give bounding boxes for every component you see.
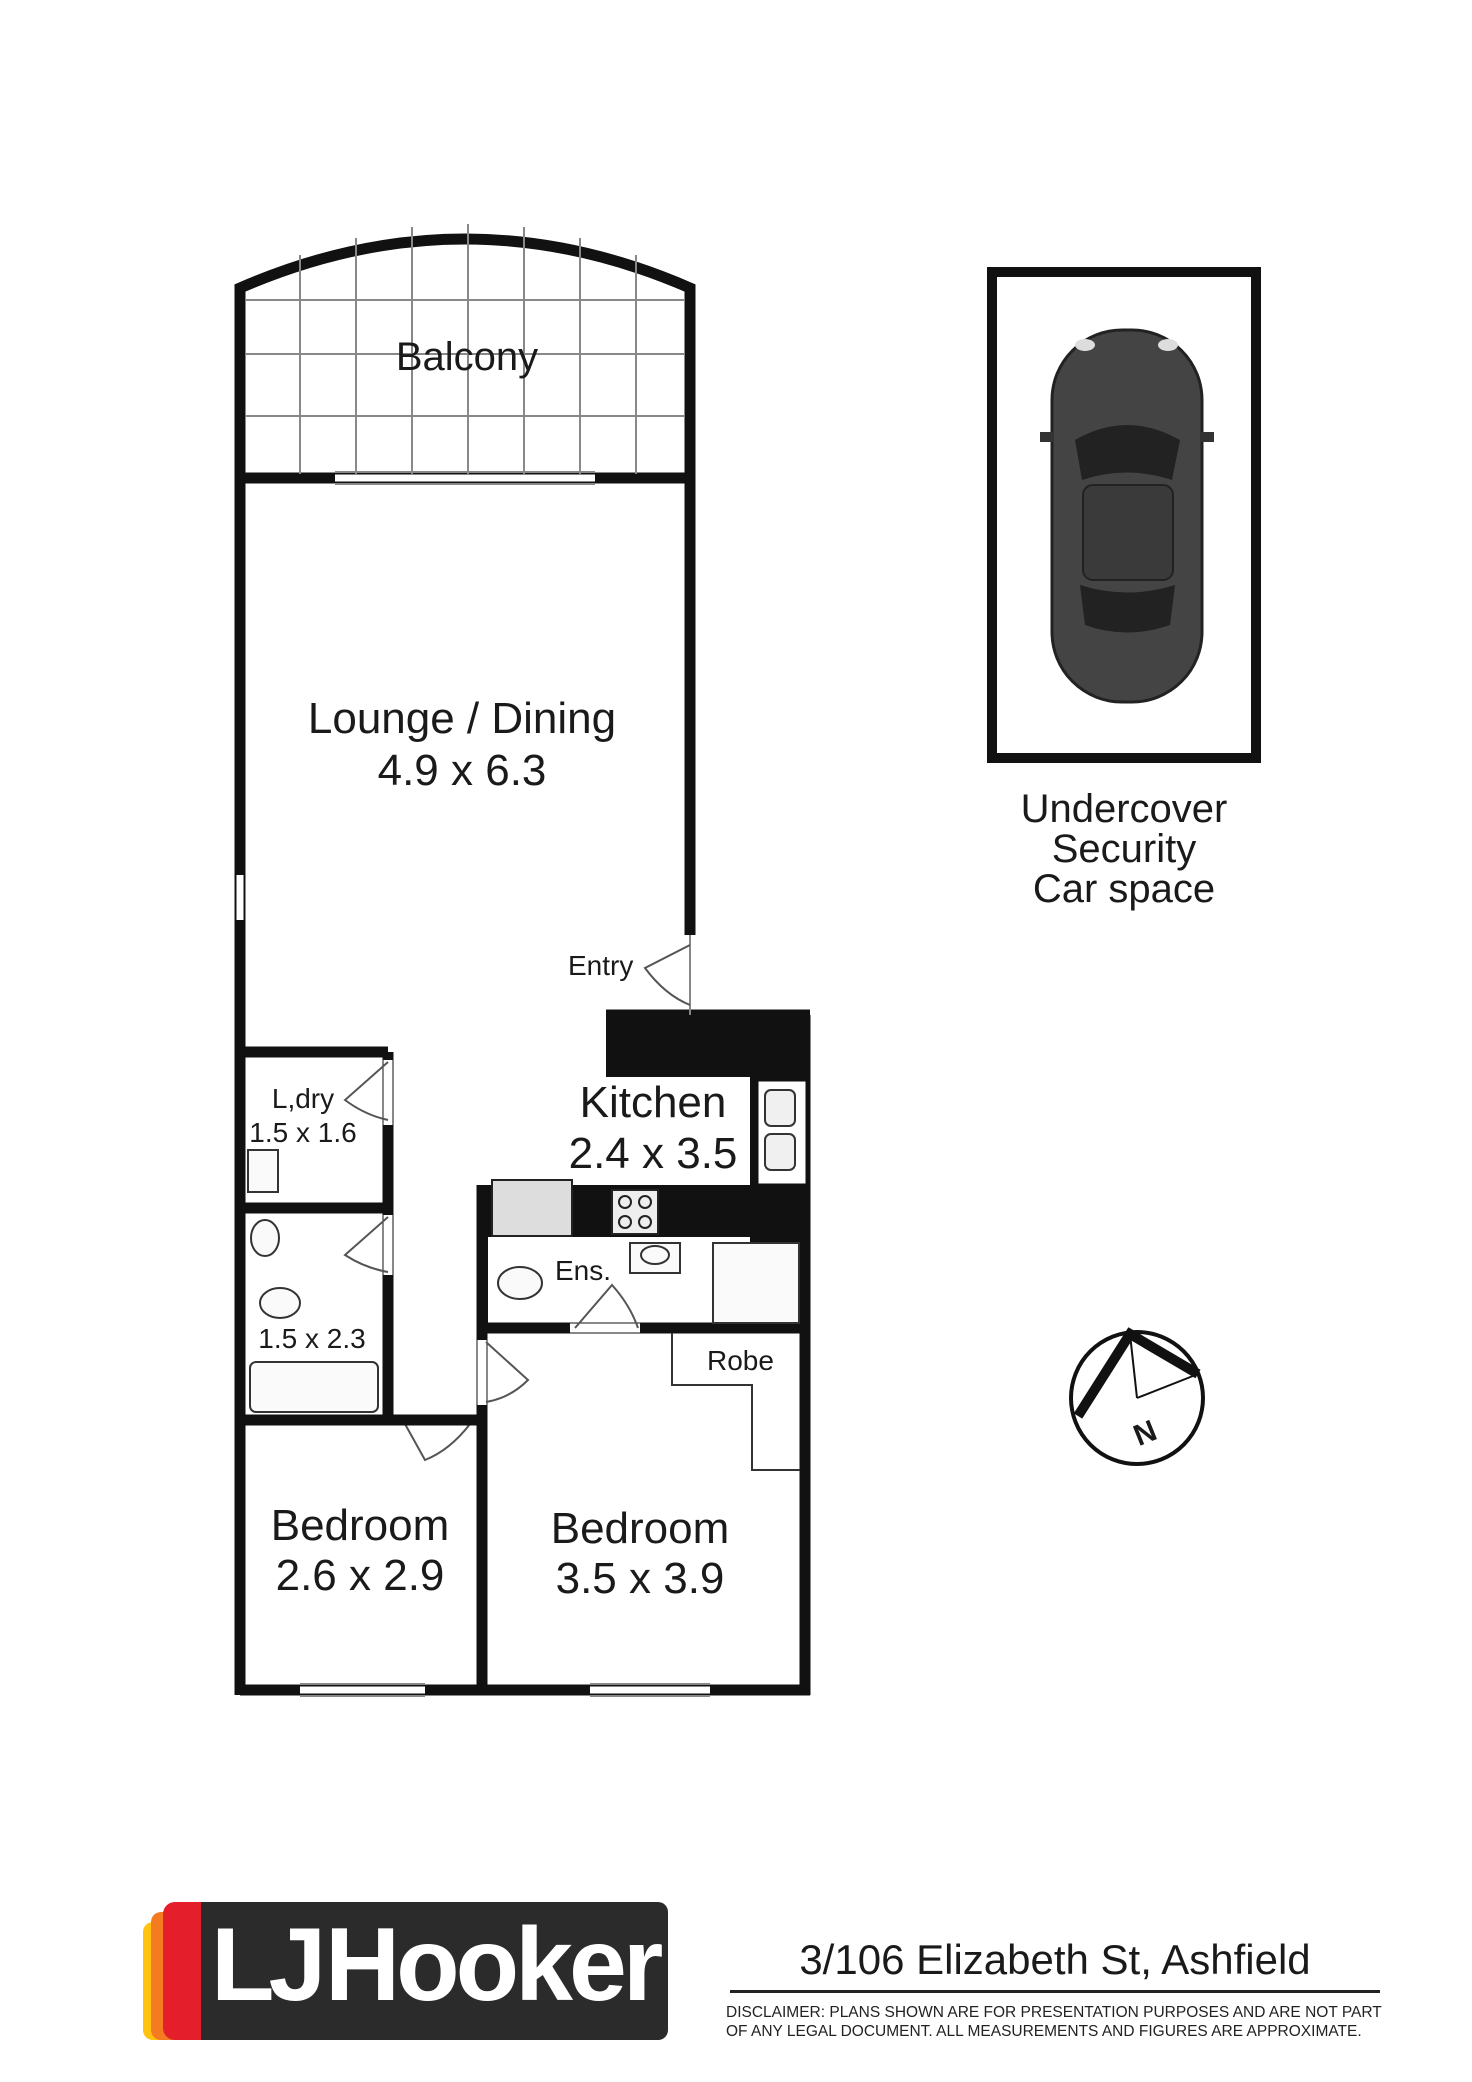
ensuite-opening	[482, 1328, 640, 1405]
laundry-name: L,dry	[271, 1083, 335, 1114]
car-space	[992, 272, 1256, 758]
compass-north-label: N	[1128, 1414, 1162, 1453]
lj-hooker-logo	[143, 1902, 668, 2040]
lounge-name: Lounge / Dining	[307, 694, 617, 743]
ensuite-doors	[486, 1285, 638, 1402]
entry-door	[645, 935, 690, 1015]
ensuite-label: Ens.	[555, 1255, 612, 1286]
bathroom-size: 1.5 x 2.3	[258, 1323, 366, 1354]
car-space-line2: Security	[1051, 827, 1197, 871]
car-space-line1: Undercover	[1020, 787, 1228, 831]
bedroom-small-size: 2.6 x 2.9	[275, 1551, 445, 1600]
disclaimer-line-2: OF ANY LEGAL DOCUMENT. ALL MEASUREMENTS AND FIGURES ARE APPROXIMATE.	[726, 2023, 1362, 2040]
bedroom-main-size: 3.5 x 3.9	[555, 1554, 725, 1603]
ensuite-fixtures	[498, 1243, 799, 1323]
disclaimer	[726, 2003, 1386, 2041]
bedroom-main-name: Bedroom	[550, 1504, 730, 1553]
logo-lj: LJ	[211, 1907, 321, 2023]
property-address: 3/106 Elizabeth St, Ashfield	[799, 1936, 1311, 1983]
logo-hooker: Hooker	[325, 1907, 660, 2023]
lounge-size: 4.9 x 6.3	[377, 746, 547, 795]
address-divider	[730, 1990, 1380, 1993]
laundry-size: 1.5 x 1.6	[249, 1117, 357, 1148]
bedroom-small-name: Bedroom	[270, 1501, 450, 1550]
car-icon	[1040, 330, 1214, 702]
bath-fixtures	[248, 1150, 378, 1412]
entry-label: Entry	[568, 950, 634, 981]
car-space-line3: Car space	[1032, 867, 1216, 911]
kitchen-name: Kitchen	[579, 1078, 727, 1127]
disclaimer-line-1: DISCLAIMER: PLANS SHOWN ARE FOR PRESENTATION PURPOSES AND ARE NOT PART	[726, 2004, 1382, 2021]
laundry-bath-openings	[388, 1060, 470, 1420]
robe-label: Robe	[707, 1345, 774, 1376]
kitchen-size: 2.4 x 3.5	[568, 1129, 738, 1178]
balcony-label: Balcony	[395, 335, 539, 379]
